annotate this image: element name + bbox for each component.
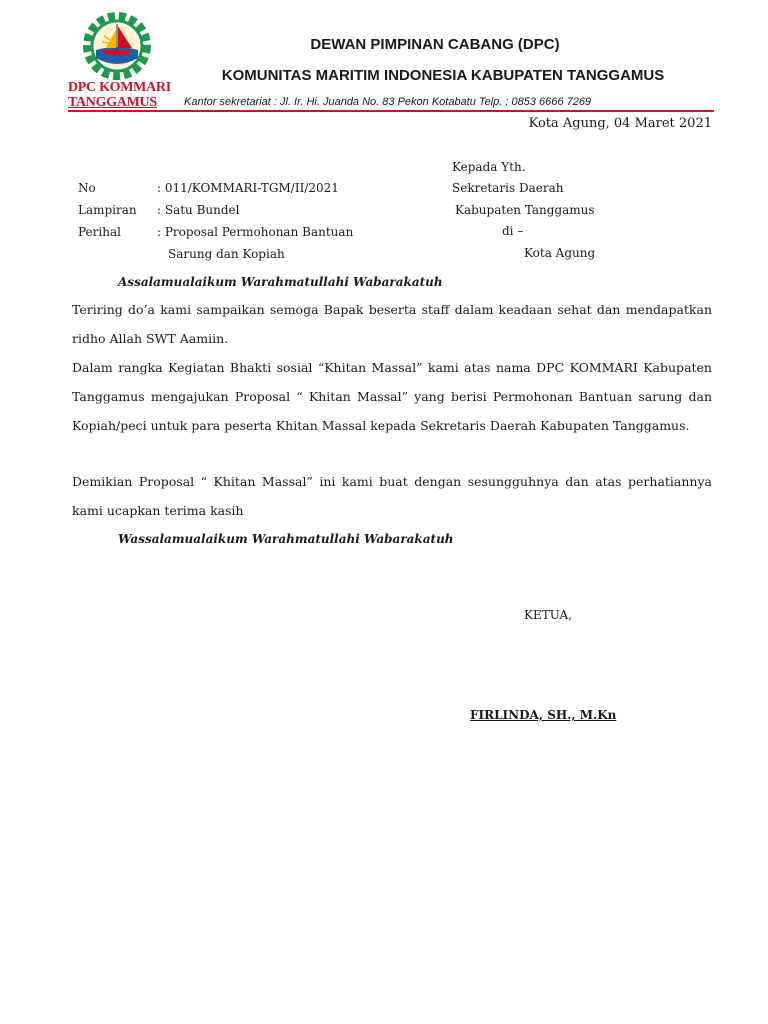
closing-greeting: Wassalamualaikum Warahmatullahi Wabarakatuh xyxy=(118,532,454,546)
letter-meta-values xyxy=(157,177,353,265)
logo-text-line1: DPC KOMMARI xyxy=(68,80,171,95)
opening-greeting: Assalamualaikum Warahmatullahi Wabarakatuh xyxy=(118,275,443,289)
recipient-line5: Kota Agung xyxy=(524,246,596,260)
org-title-line2: KOMUNITAS MARITIM INDONESIA KABUPATEN TANGGAMUS xyxy=(221,67,665,84)
logo-text-line2: TANGGAMUS xyxy=(68,95,157,110)
body-paragraph-2: Dalam rangka Kegiatan Bhakti sosial “Khitan Massal” kami atas nama DPC KOMMARI Kabupaten Tanggamus mengajukan Proposal “ Khitan Massal” yang berisi Permohonan Bantuan sarung dan Kopiah/peci untuk para peserta Khitan Massal kepada Sekretaris Daerah Kabupaten Tanggamus. xyxy=(72,360,712,433)
signature-title: KETUA, xyxy=(524,608,572,622)
recipient-line4: di – xyxy=(502,224,524,238)
recipient-line3: Kabupaten Tanggamus xyxy=(455,203,595,217)
meta-lampiran-value: : Satu Bundel xyxy=(157,203,240,217)
recipient-line2: Sekretaris Daerah xyxy=(452,181,564,195)
meta-perihal-value-2: Sarung dan Kopiah xyxy=(168,247,285,261)
header-divider xyxy=(68,110,714,112)
body-paragraph-3: Demikian Proposal “ Khitan Massal” ini kami buat dengan sesungguhnya dan atas perhatiannya kami ucapkan terima kasih xyxy=(72,474,712,518)
office-address: Kantor sekretariat : Jl. Ir. Hi. Juanda No. 83 Pekon Kotabatu Telp. : 0853 6666 7269 xyxy=(184,96,592,108)
gear-ship-logo-icon xyxy=(74,10,160,82)
meta-no-value: : 011/KOMMARI-TGM/II/2021 xyxy=(157,181,339,195)
body-paragraph-1: Teriring do’a kami sampaikan semoga Bapak beserta staff dalam keadaan sehat dan mendapatkan ridho Allah SWT Aamiin. xyxy=(72,302,712,346)
meta-lampiran-label: Lampiran xyxy=(78,203,137,217)
signer-name: FIRLINDA, SH., M.Kn xyxy=(470,708,617,722)
organization-logo xyxy=(66,10,176,110)
letter-meta xyxy=(78,177,137,243)
meta-perihal-value: : Proposal Permohonan Bantuan xyxy=(157,225,354,239)
logo-caption xyxy=(68,80,178,110)
letter-date: Kota Agung, 04 Maret 2021 xyxy=(528,116,712,131)
recipient-line1: Kepada Yth. xyxy=(452,160,526,174)
org-title-line1: DEWAN PIMPINAN CABANG (DPC) xyxy=(310,36,560,53)
meta-perihal-label: Perihal xyxy=(78,225,121,239)
meta-no-label: No xyxy=(78,181,96,195)
